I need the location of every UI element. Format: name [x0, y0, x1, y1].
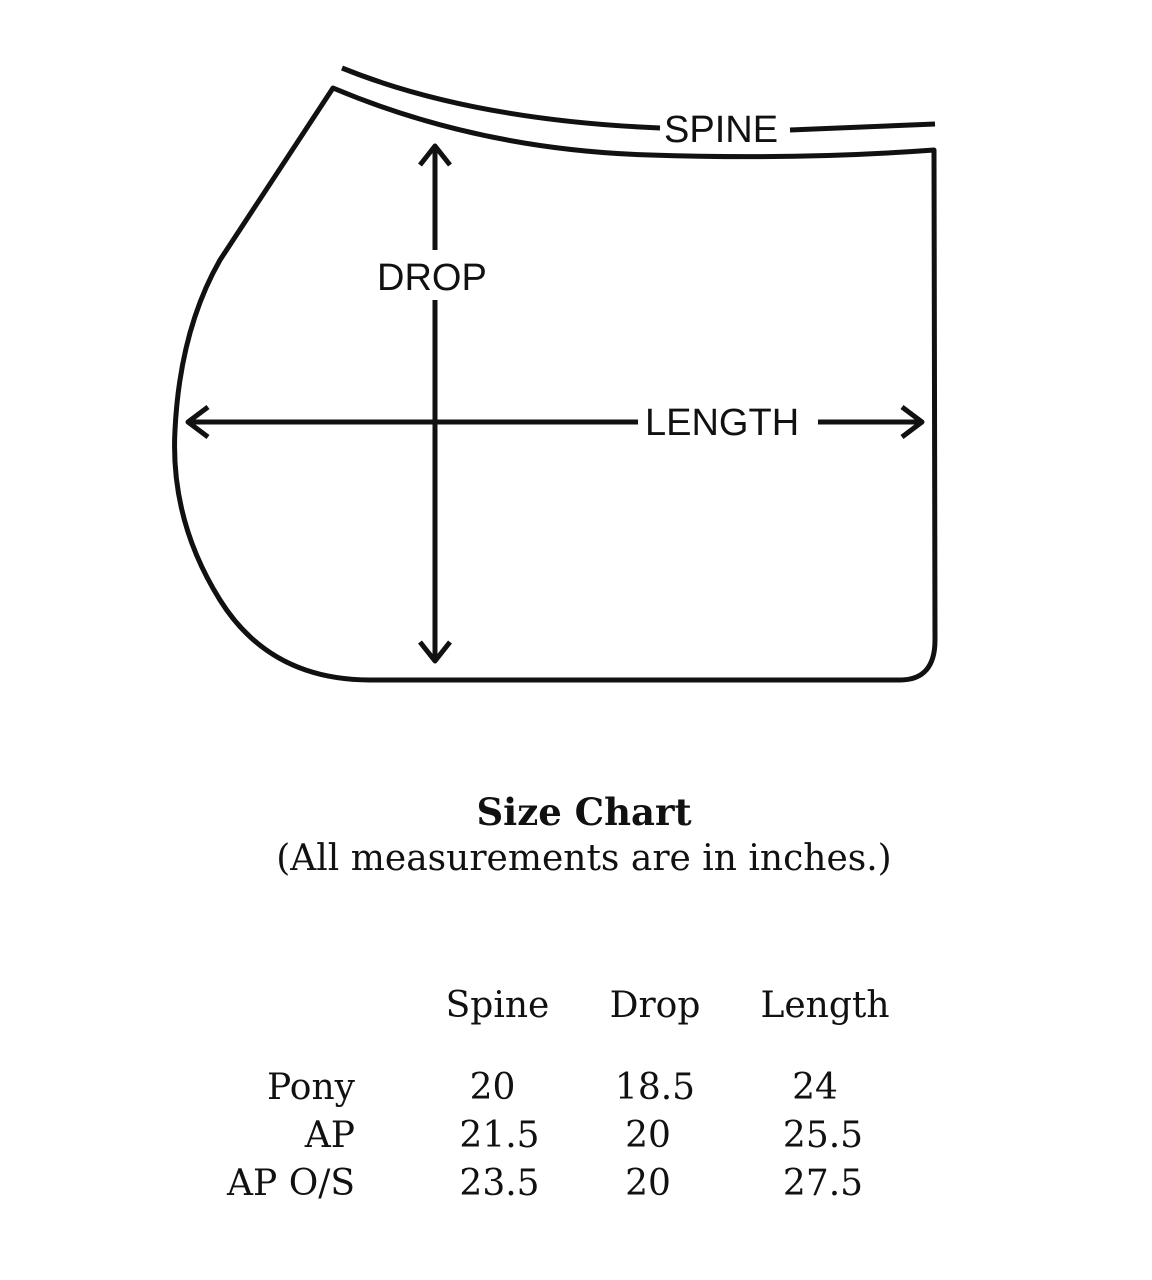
size-chart-title: Size Chart	[476, 790, 692, 834]
row-length-value: 24	[792, 1067, 838, 1108]
row-spine-value: 21.5	[459, 1115, 540, 1156]
row-length-value: 27.5	[782, 1163, 864, 1204]
column-header-length: Length	[760, 985, 890, 1026]
row-spine-value: 23.5	[459, 1163, 540, 1204]
spine-line	[342, 68, 660, 128]
row-size-name: AP O/S	[227, 1163, 355, 1204]
column-header-spine: Spine	[445, 985, 550, 1026]
row-drop-value: 18.5	[614, 1067, 696, 1108]
spine-line-right	[790, 124, 935, 130]
row-length-value: 25.5	[782, 1115, 864, 1156]
pad-outline	[175, 88, 935, 680]
row-size-name: AP	[304, 1115, 355, 1156]
size-chart-subtitle: (All measurements are in inches.)	[276, 838, 892, 879]
spine-label: SPINE	[664, 109, 779, 151]
length-label: LENGTH	[645, 402, 800, 444]
row-size-name: Pony	[267, 1067, 355, 1108]
column-header-drop: Drop	[609, 985, 701, 1026]
row-drop-value: 20	[625, 1115, 671, 1156]
drop-label: DROP	[377, 257, 487, 299]
row-drop-value: 20	[625, 1163, 671, 1204]
row-spine-value: 20	[469, 1067, 516, 1108]
